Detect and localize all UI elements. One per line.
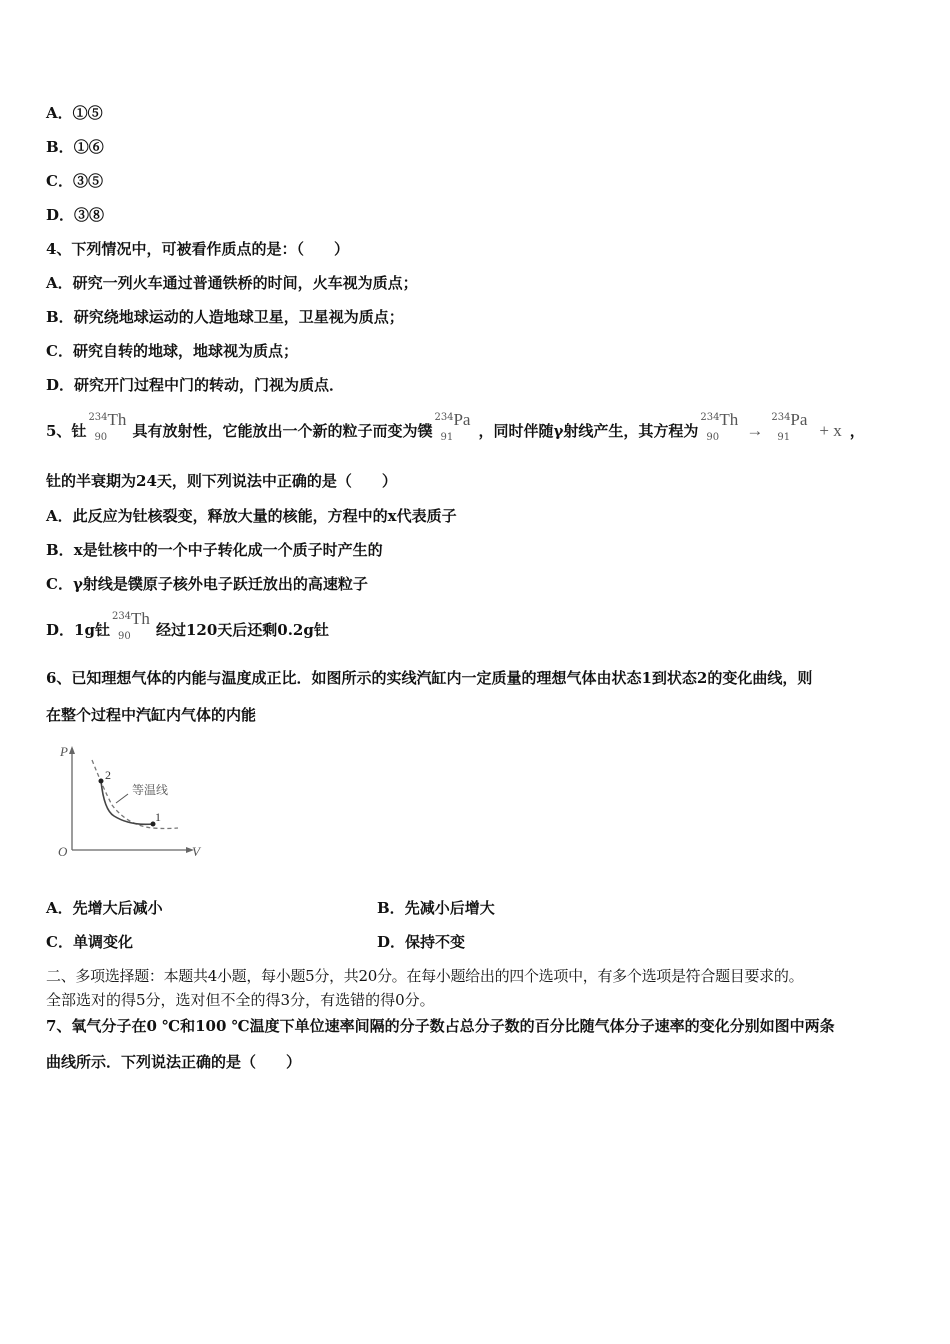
pv-diagram: [52, 740, 212, 860]
q5-option-c[interactable]: C．γ射线是镤原子核外电子跃迁放出的高速粒子: [46, 575, 368, 593]
state-2-label: 2: [105, 768, 111, 782]
equation-plus-x: + x: [819, 421, 842, 440]
equation-protactinium: 234 91 Pa: [771, 410, 808, 443]
q4-option-b[interactable]: B．研究绕地球运动的人造地球卫星，卫星视为质点；: [46, 308, 404, 326]
thorium-nuclide: 234 90 Th: [88, 410, 127, 443]
thorium-nuclide: 234 90 Th: [111, 609, 150, 642]
section2-heading-line2: 全部选对的得5分，选对但不全的得3分，有选错的得0分。: [46, 991, 435, 1009]
q5-option-a[interactable]: A．此反应为钍核裂变，释放大量的核能，方程中的x代表质子: [46, 507, 457, 525]
q6-option-c[interactable]: C．单调变化: [46, 933, 133, 951]
q6-option-a[interactable]: A．先增大后减小: [46, 899, 163, 917]
equation-thorium: 234 90 Th: [700, 410, 739, 443]
q3-option-c[interactable]: C．③⑤: [46, 172, 103, 190]
p-axis-label: P: [60, 744, 68, 759]
q6-stem: 6、已知理想气体的内能与温度成正比．如图所示的实线汽缸内一定质量的理想气体由状态1到状态2的变化曲线，则: [46, 669, 813, 687]
isotherm-label: 等温线: [132, 783, 169, 797]
v-axis-label: V: [192, 844, 200, 859]
q5-stem: 5、钍 234 90 Th 具有放射性，它能放出一个新的粒子而变为镤 234 91 Pa ，同时伴随γ射线产生，其方程为 234 90 Th → 234 91 Pa + x ，: [46, 410, 865, 443]
q3-option-b[interactable]: B．①⑥: [46, 138, 104, 156]
p-axis-arrow: [69, 746, 75, 754]
section2-heading: 二、多项选择题：本题共4小题，每小题5分，共20分。在每小题给出的四个选项中，有多个选项是符合题目要求的。: [46, 967, 804, 985]
equation-arrow: →: [746, 421, 764, 440]
q4-option-d[interactable]: D．研究开门过程中门的转动，门视为质点．: [46, 376, 345, 394]
origin-label: O: [58, 844, 68, 859]
q6-option-b[interactable]: B．先减小后增大: [377, 899, 495, 917]
state-1-label: 1: [155, 810, 161, 824]
q4-option-a[interactable]: A．研究一列火车通过普通铁桥的时间，火车视为质点；: [46, 274, 418, 292]
q4-option-c[interactable]: C．研究自转的地球，地球视为质点；: [46, 342, 298, 360]
protactinium-nuclide: 234 91 Pa: [434, 410, 471, 443]
q5-option-d[interactable]: D．1g钍 234 90 Th 经过120天后还剩0.2g钍: [46, 609, 329, 642]
q6-stem-line2: 在整个过程中汽缸内气体的内能: [46, 706, 257, 724]
q7-stem: 7、氧气分子在0 ℃和100 ℃温度下单位速率间隔的分子数占总分子数的百分比随气体分子速率的变化分别如图中两条: [46, 1017, 835, 1035]
q5-option-b[interactable]: B．x是钍核中的一个中子转化成一个质子时产生的: [46, 541, 383, 559]
q3-option-a[interactable]: A．①⑤: [46, 104, 103, 122]
isotherm-pointer: [116, 794, 128, 803]
state-2-point: [99, 779, 104, 784]
q6-option-d[interactable]: D．保持不变: [377, 933, 466, 951]
q4-stem: 4、下列情况中，可被看作质点的是：（ ）: [46, 240, 349, 258]
q5-stem-line2: 钍的半衰期为24天，则下列说法中正确的是（ ）: [46, 472, 397, 490]
q3-option-d[interactable]: D．③⑧: [46, 206, 105, 224]
q7-stem-line2: 曲线所示．下列说法正确的是（ ）: [46, 1053, 302, 1071]
